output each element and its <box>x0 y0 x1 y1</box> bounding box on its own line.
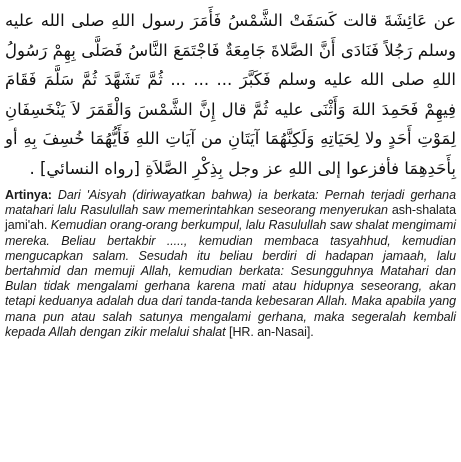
translation-text-part-2: ash-shalata jami'ah. <box>5 203 456 233</box>
translation-label: Artinya: <box>5 188 52 202</box>
translation-text-part-3: Kemudian orang-orang berkumpul, lalu Rasulullah saw shalat mengimami mereka. Beliau bertakbir ....., kemudian membaca tasyahhud, kemudian mengucapkan salam. Sesudah itu beliau berdiri di hadapan jamaah, lalu bertahmid dan memuji Allah, kemudian berkata: Sesungguhnya Matahari dan Bulan tidak mengalami gerhana karena mati atau hidupnya seseorang, akan tetapi keduanya adalah dua dari tanda-tanda kebesaran Allah. Maka apabila yang mana pun atau salah satunya mengalami gerhana, maka segeralah kembali kepada Allah dengan zikir melalui shalat <box>5 218 456 339</box>
hadith-source-citation: [HR. an-Nasai]. <box>229 324 314 339</box>
translation-paragraph <box>5 188 456 340</box>
hadith-arabic-text: عن عَائِشَةَ قالت كَسَفَتْ الشَّمْسُ فَأَمَرَ رسول اللهِ صلى الله عليه وسلم رَجُلاً فَنَادَى أَنَّ الصَّلاةَ جَامِعَةٌ فَاجْتَمَعَ النَّاسُ فَصَلَّى بِهِمْ رَسُولُ اللهِ صلى الله عليه وسلم فَكَبَّرَ ... ... ... ثُمَّ تَشَهَّدَ ثُمَّ سَلَّمَ فَقَامَ فِيهِمْ فَحَمِدَ اللهَ وَأَثْنَى عليه ثُمَّ قال إِنَّ الشَّمْسَ وَالْقَمَرَ لاَ يَنْخَسِفَانِ لِمَوْتِ أَحَدٍ ولا لِحَيَاتِهِ وَلَكِنَّهُمَا آيَتَانِ من آيَاتِ اللهِ فَأَيُّهُمَا خُسِفَ بِهِ أو بِأَحَدِهِمَا فأفزعوا إلى اللهِ عز وجل بِذِكْرِ الصَّلاَةِ [رواه النسائي] . <box>5 11 456 178</box>
translation-text-part-1: Dari 'Aisyah (diriwayatkan bahwa) ia berkata: Pernah terjadi gerhana matahari lalu Rasulullah saw memerintahkan seseorang menyerukan <box>5 188 456 218</box>
